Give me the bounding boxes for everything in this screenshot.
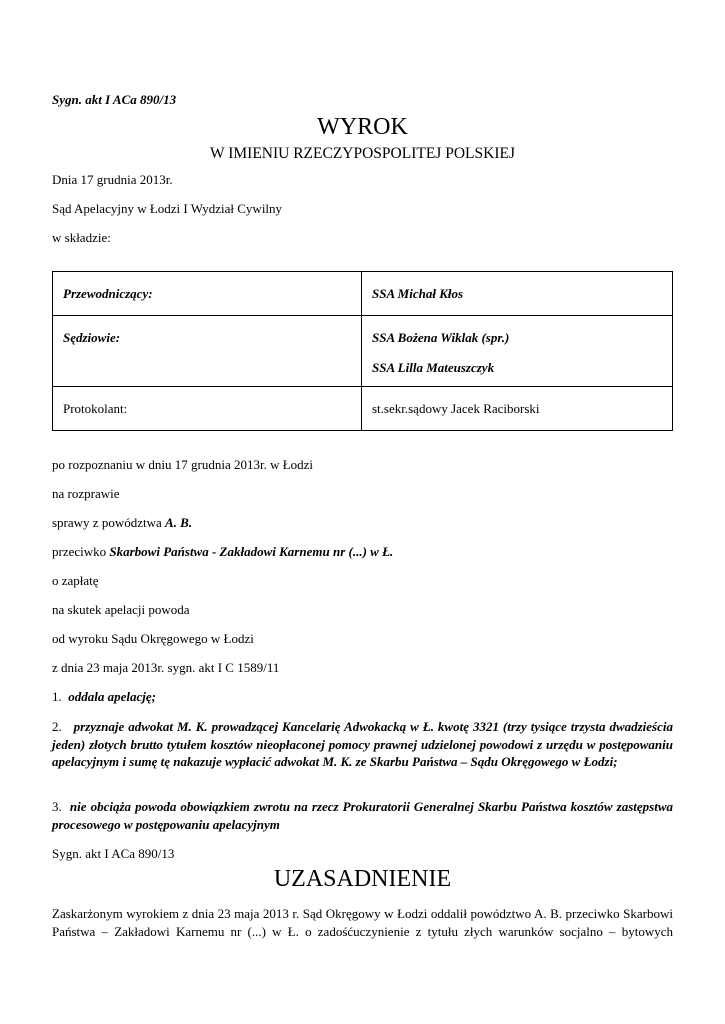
- reasons-heading: UZASADNIENIE: [273, 866, 452, 892]
- reasons-paragraph: Zaskarżonym wyrokiem z dnia 23 maja 2013 r. Sąd Okręgowy w Łodzi oddalił powództwo A. B. przeciwko Skarbowi Państwa – Zakładowi Karnemu nr (...) w Ł. o zadośćuczynienie z tytułu złych warunków socjalno – bytowych: [52, 906, 673, 939]
- court-panel-table: [52, 271, 673, 431]
- plaintiff-prefix: sprawy z powództwa: [52, 515, 165, 530]
- ruling-number: 2.: [52, 719, 62, 734]
- judgment-subtitle: W IMIENIU RZECZYPOSPOLITEJ POLSKIEJ: [210, 145, 515, 162]
- judgment-title: WYROK: [317, 114, 408, 140]
- proceedings-line: o zapłatę: [52, 573, 99, 588]
- proceedings-line: z dnia 23 maja 2013r. sygn. akt I C 1589/11: [52, 660, 280, 675]
- proceedings-line: od wyroku Sądu Okręgowego w Łodzi: [52, 631, 254, 646]
- ruling-number: 1.: [52, 689, 62, 704]
- proceedings-line: na rozprawie: [52, 486, 120, 501]
- reasons-case-reference: Sygn. akt I ACa 890/13: [52, 846, 175, 861]
- table-row: [53, 316, 673, 387]
- table-cell: [53, 387, 362, 431]
- court-name: Sąd Apelacyjny w Łodzi I Wydział Cywilny: [52, 201, 283, 216]
- table-cell: [362, 387, 673, 431]
- chair-label: Przewodniczący:: [63, 286, 153, 301]
- judgment-date: Dnia 17 grudnia 2013r.: [52, 172, 173, 187]
- defendant-line: [52, 544, 393, 560]
- ruling-text: przyznaje adwokat M. K. prowadzącej Kancelarię Adwokacką w Ł. kwotę 3321 (trzy tysiące trzysta dwadzieścia jeden) złotych brutto tytułem kosztów nieopłaconej pomocy prawnej udzielonej powodowi z urzędu w postępowaniu apelacyjnym i sumę tę nakazuje wypłacić adwokat M. K. ze Skarbu Państwa – Sądu Okręgowego w Łodzi;: [52, 719, 673, 769]
- plaintiff-name: A. B.: [165, 515, 193, 530]
- ruling-text: nie obciąża powoda obowiązkiem zwrotu na rzecz Prokuratorii Generalnej Skarbu Państwa kosztów zastępstwa procesowego w postępowaniu apelacyjnym: [52, 799, 673, 832]
- ruling-text: oddala apelację;: [68, 689, 156, 704]
- proceedings-line: na skutek apelacji powoda: [52, 602, 190, 617]
- table-cell: [362, 272, 673, 316]
- table-cell: [362, 316, 673, 387]
- clerk-label: Protokolant:: [63, 401, 128, 416]
- ruling-3: [52, 798, 673, 833]
- judge-1: SSA Bożena Wiklak (spr.): [372, 330, 510, 345]
- judge-2: SSA Lilla Mateuszczyk: [372, 360, 495, 375]
- table-cell: [53, 316, 362, 387]
- ruling-2: [52, 718, 673, 771]
- defendant-prefix: przeciwko: [52, 544, 110, 559]
- table-row: [53, 387, 673, 431]
- table-cell: [53, 272, 362, 316]
- defendant-name: Skarbowi Państwa - Zakładowi Karnemu nr (...) w Ł.: [109, 544, 394, 559]
- composition-label: w składzie:: [52, 230, 111, 245]
- table-row: [53, 272, 673, 316]
- proceedings-line: po rozpoznaniu w dniu 17 grudnia 2013r. w Łodzi: [52, 457, 314, 472]
- plaintiff-line: [52, 515, 192, 531]
- judges-label: Sędziowie:: [63, 330, 121, 345]
- chair-value: SSA Michał Kłos: [372, 286, 464, 301]
- clerk-value: st.sekr.sądowy Jacek Raciborski: [372, 401, 540, 416]
- ruling-1: [52, 689, 156, 705]
- ruling-number: 3.: [52, 799, 62, 814]
- case-reference: Sygn. akt I ACa 890/13: [52, 92, 177, 107]
